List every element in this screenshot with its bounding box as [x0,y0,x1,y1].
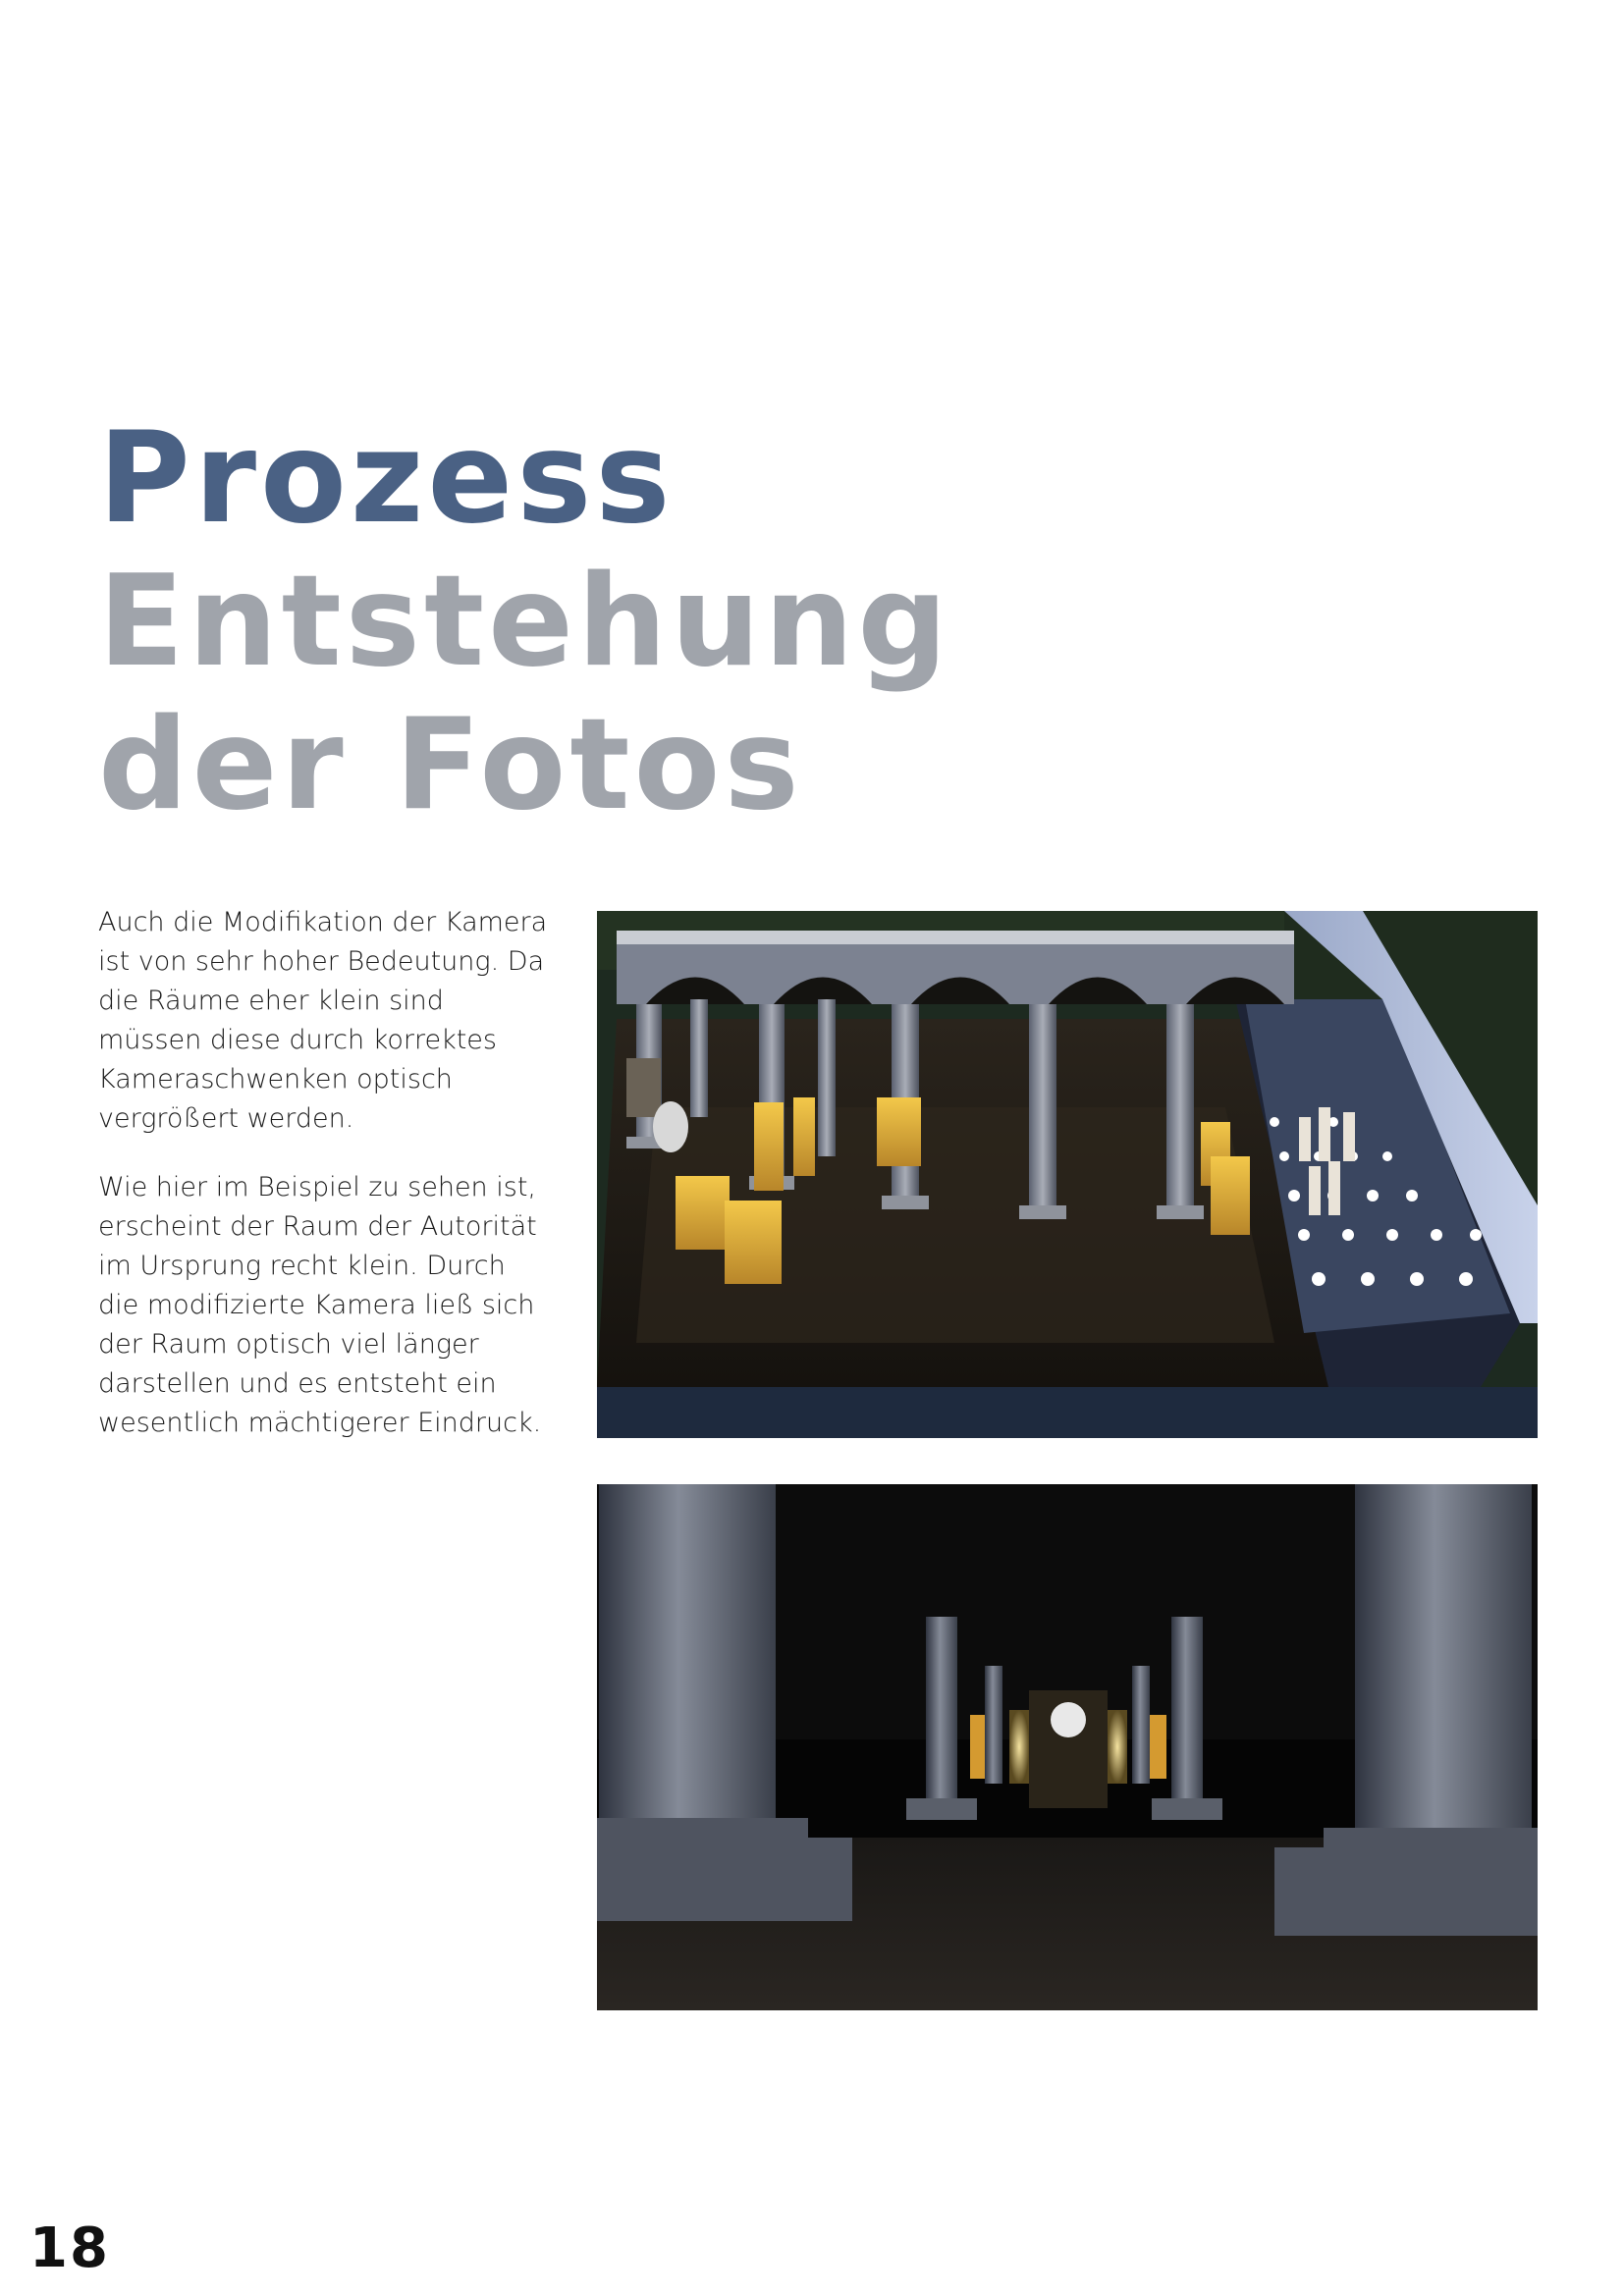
body-text [98,903,550,1472]
heading-line-der-fotos: der Fotos [98,692,803,838]
heading-line-prozess: Prozess [98,405,675,552]
paragraph-room-example: Wie hier im Beispiel zu sehen ist, erscheint der Raum der Autorität im Ursprung recht klein. Durch die modifizierte Kamera ließ sich der Raum optisch viel länger darstellen und es entsteht ein wesentlich mächtigerer Eindruck. [98,1172,542,1438]
page-number: 18 [29,2216,110,2280]
photo-room-overview [597,911,1538,1438]
page-heading [98,407,951,837]
paragraph-camera-modification: Auch die Modifikation der Kamera ist von sehr hoher Bedeutung. Da die Räume eher klein sind müssen diese durch korrektes Kameraschwenken optisch vergrößert werden. [98,907,548,1134]
photo-room-perspective [597,1484,1538,2010]
heading-line-entstehung: Entstehung [98,549,951,695]
